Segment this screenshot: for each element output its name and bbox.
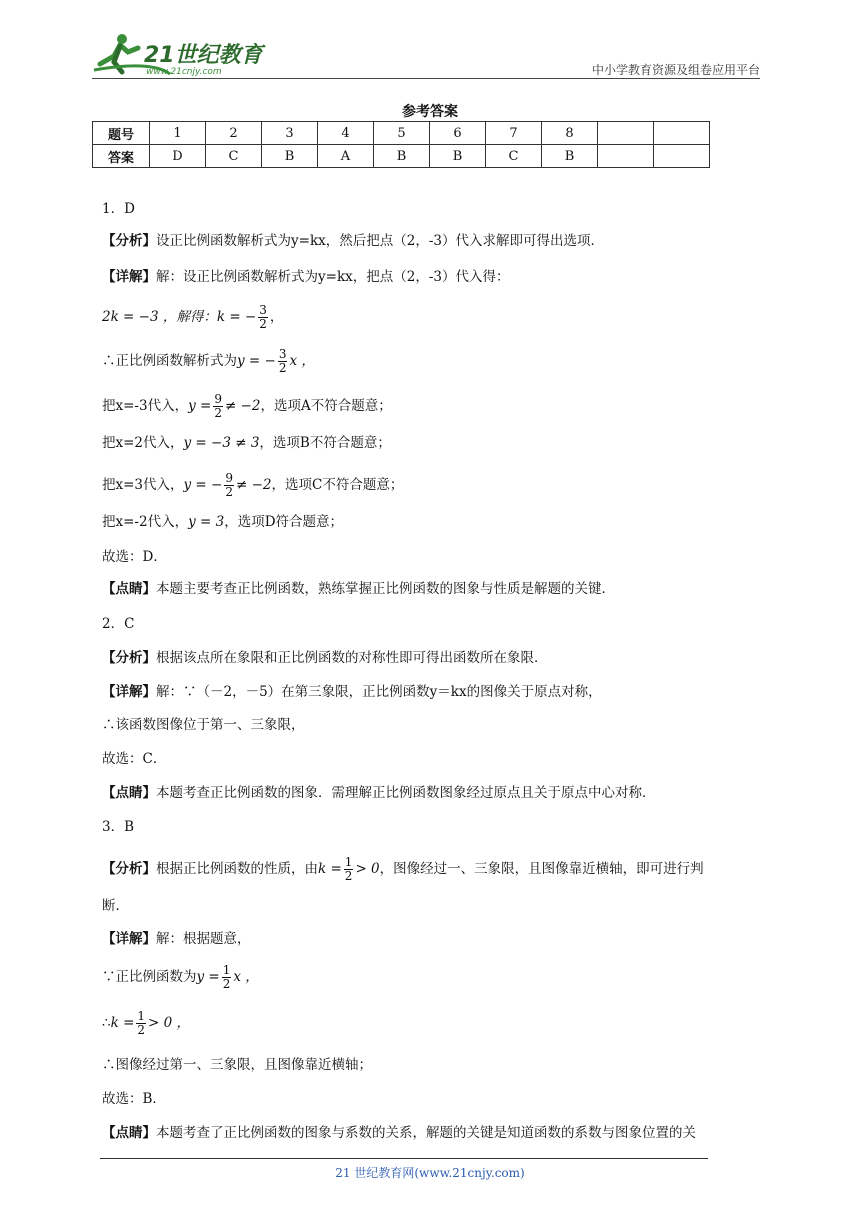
text: 把x=-3代入， [102,398,189,414]
q3-comment [102,1124,696,1142]
row-label: 答案 [93,145,150,168]
footer-text: 21 世纪教育网(www.21cnjy.com) [335,1166,525,1180]
q2-choose: 故选：C． [102,751,167,767]
tag-analysis: 【分析】 [102,861,156,877]
fraction [344,856,354,883]
table-cell: 2 [206,122,262,145]
fraction [222,964,232,991]
logo-text: 21世纪教育 [144,43,263,68]
numerator: 9 [214,392,222,406]
math: x ， [233,969,259,985]
text: ，选项C不符合题意； [271,477,404,493]
q1-detail [102,268,509,286]
table-cell: B [262,145,318,168]
q1-analysis [102,232,604,250]
math: y = [196,969,220,985]
q1-step [102,393,392,420]
text: 根据该点所在象限和正比例函数的对称性即可得出函数所在象限． [156,650,548,666]
numerator: 9 [225,471,233,485]
denominator: 2 [344,869,353,883]
table-cell: 5 [374,122,430,145]
text: 本题考查了正比例函数的图象与系数的关系，解题的关键是知道函数的系数与图象位置的关 [156,1125,696,1141]
q1-heading: 1．D [102,201,135,217]
table-cell: A [318,145,374,168]
numerator: 1 [344,855,353,869]
math: 2k = −3 ，解得： [102,309,217,325]
page-header [92,30,760,78]
tag-comment: 【点睛】 [102,581,156,597]
text: ∴正比例函数解析式为 [102,353,237,369]
text: 把x=3代入， [102,477,184,493]
tag-detail: 【详解】 [102,269,156,285]
row-label: 题号 [93,122,150,145]
math: y = − [237,353,276,369]
text: ，图像经过一、三象限，且图像靠近横轴，即可进行判 [379,861,704,877]
q1-step [102,472,403,499]
math: > 0 [355,861,380,877]
q3-detail [102,930,251,948]
answer-table [92,121,710,168]
q1-step [102,304,283,331]
denominator: 2 [259,317,267,331]
math: k = − [216,309,257,325]
tag-analysis: 【分析】 [102,233,156,249]
tag-analysis: 【分析】 [102,650,156,666]
q3-heading: 3．B [102,819,135,835]
text: 把x=-2代入， [102,514,189,530]
fraction [136,1010,146,1037]
table-row [93,122,710,145]
table-cell [654,122,710,145]
fraction [213,393,223,420]
math: y = − [183,477,223,493]
q2-comment [102,784,656,802]
math: ≠ −2 [236,477,272,493]
table-cell: 4 [318,122,374,145]
tag-comment: 【点睛】 [102,1125,156,1141]
logo-url: www.21cnjy.com [146,67,222,77]
text: 设正比例函数解析式为y=kx，然后把点（2，-3）代入求解即可得出选项． [156,233,604,249]
q3-choose: 故选：B． [102,1091,166,1107]
table-cell: C [206,145,262,168]
q3-step: ∴图像经过第一、三象限，且图像靠近横轴； [102,1057,372,1073]
q1-step [102,348,315,375]
fraction [258,304,268,331]
logo [92,30,267,78]
q2-step: ∴该函数图像位于第一、三象限， [102,717,305,733]
fraction [224,472,234,499]
q3-step [102,1010,190,1037]
table-cell: D [150,145,206,168]
table-cell: 6 [430,122,486,145]
math: x ， [289,353,315,369]
math: ≠ −2 [224,398,261,414]
table-cell: 8 [542,122,598,145]
q3-analysis [102,856,704,883]
denominator: 2 [137,1023,146,1037]
text: 本题主要考查正比例函数，熟练掌握正比例函数的图象与性质是解题的关键． [156,581,615,597]
fraction [278,348,288,375]
text: 解：根据题意， [156,931,251,947]
q2-detail [102,683,602,701]
q1-step [102,434,391,452]
q1-comment [102,580,615,598]
text: ∵正比例函数为 [102,969,197,985]
footer-divider [100,1158,708,1159]
q3-step [102,964,259,991]
math: > 0 ， [148,1015,191,1031]
text: 解：设正比例函数解析式为y=kx，把点（2，-3）代入得： [156,269,510,285]
table-cell: B [374,145,430,168]
q2-analysis [102,649,548,667]
denominator: 2 [222,977,231,991]
table-cell: C [486,145,542,168]
math: k = [110,1015,135,1031]
table-cell: 1 [150,122,206,145]
table-cell: B [542,145,598,168]
table-cell [598,122,654,145]
math: y = −3 ≠ 3 [183,435,260,451]
text: 解：∵（－2，－5）在第三象限，正比例函数y＝kx的图像关于原点对称， [156,684,602,700]
tag-detail: 【详解】 [102,684,156,700]
table-cell [598,145,654,168]
table-row [93,145,710,168]
q3-analysis-cont: 断． [102,898,129,914]
table-cell: 3 [262,122,318,145]
math: y = 3 [188,514,225,530]
q1-choose: 故选：D． [102,549,167,565]
numerator: 3 [259,303,267,317]
tag-detail: 【详解】 [102,931,156,947]
tag-comment: 【点睛】 [102,785,156,801]
platform-name: 中小学教育资源及组卷应用平台 [591,63,760,77]
text: ∴ [102,1015,111,1031]
denominator: 2 [278,361,287,375]
header-divider [92,78,760,79]
text: ， [269,309,284,325]
text: 把x=2代入， [102,435,184,451]
math: y = [188,398,212,414]
q1-step [102,513,343,531]
table-cell: 7 [486,122,542,145]
q2-heading: 2．C [102,616,135,632]
denominator: 2 [225,485,233,499]
text: ，选项A不符合题意； [260,398,392,414]
numerator: 1 [137,1009,146,1023]
page-title: 参考答案 [402,104,458,120]
table-cell: B [430,145,486,168]
math: k = [318,861,342,877]
denominator: 2 [214,406,222,420]
text: ，选项D符合题意； [224,514,344,530]
numerator: 1 [222,963,231,977]
text: ，选项B不符合题意； [259,435,391,451]
table-cell [654,145,710,168]
text: 本题考查正比例函数的图象．需理解正比例函数图象经过原点且关于原点中心对称． [156,785,656,801]
numerator: 3 [278,347,287,361]
text: 根据正比例函数的性质，由 [156,861,318,877]
